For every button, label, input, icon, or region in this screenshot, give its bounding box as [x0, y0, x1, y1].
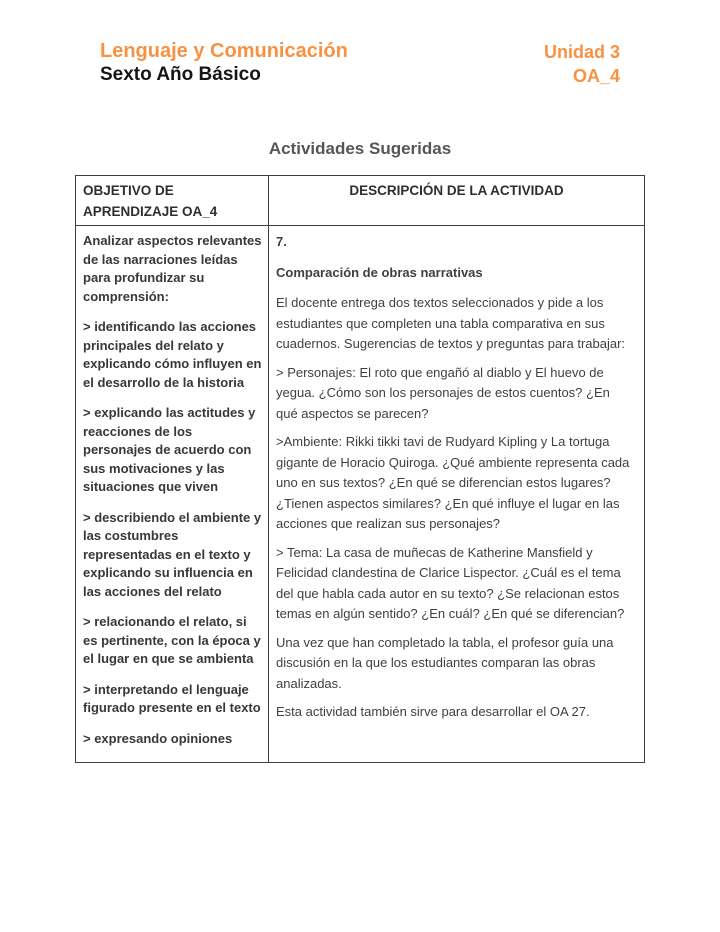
page-title: Actividades Sugeridas — [268, 139, 452, 158]
subject-title: Lenguaje y Comunicación — [100, 40, 348, 62]
activity-paragraph: Esta actividad también sirve para desarrollar el OA 27. — [276, 704, 590, 719]
activity-number: 7. — [276, 234, 287, 249]
description-column-header: DESCRIPCIÓN DE LA ACTIVIDAD — [269, 176, 645, 226]
objective-bullet: > explicando las actitudes y reacciones de los personajes de acuerdo con sus motivaciones y las situaciones que viven — [83, 405, 256, 494]
activity-title: Comparación de obras narrativas — [276, 264, 483, 280]
objective-cell — [76, 226, 269, 763]
table-body-row — [76, 226, 645, 763]
objective-bullet: > relacionando el relato, si es pertinente, con la época y el lugar en que se ambienta — [83, 614, 261, 666]
activity-paragraph: >Ambiente: Rikki tikki tavi de Rudyard Kipling y La tortuga gigante de Horacio Quiroga. ¿Qué ambiente representa cada uno en sus textos? ¿En qué se diferencian estos lugares? ¿Tienen aspectos similares? ¿En qué influye el lugar en las acciones que realizan sus personajes? — [276, 434, 630, 531]
activity-description-cell — [269, 226, 645, 763]
table-header-row — [76, 176, 645, 226]
document-header — [100, 39, 620, 88]
activity-paragraph: El docente entrega dos textos seleccionados y pide a los estudiantes que completen una tabla comparativa en sus cuadernos. Sugerencias de textos y preguntas para trabajar: — [276, 295, 626, 351]
objective-column-header: OBJETIVO DE APRENDIZAJE OA_4 — [76, 176, 269, 226]
objective-bullet: > expresando opiniones — [83, 730, 233, 746]
header-right-block — [544, 39, 620, 88]
activity-paragraph: > Tema: La casa de muñecas de Katherine Mansfield y Felicidad clandestina de Clarice Lispector. ¿Cuál es el tema del que habla cada autor en su texto? ¿Se relacionan estos temas en algún sentido? ¿En cuál? ¿En qué se diferencian? — [276, 544, 625, 621]
unit-label: Unidad 3 — [543, 42, 620, 62]
activity-paragraph: Una vez que han completado la tabla, el profesor guía una discusión en la que los estudiantes comparan las obras analizadas. — [276, 634, 614, 691]
grade-subtitle: Sexto Año Básico — [100, 64, 261, 85]
objective-bullet: > identificando las acciones principales del relato y explicando cómo influyen en el desarrollo de la historia — [83, 319, 262, 390]
header-left-block — [100, 39, 348, 87]
objective-bullet: > interpretando el lenguaje figurado presente en el texto — [83, 681, 261, 715]
objective-bullet: > describiendo el ambiente y las costumbres representadas en el texto y explicando su influencia en las acciones del relato — [83, 509, 262, 599]
activities-table — [75, 175, 645, 763]
objective-intro: Analizar aspectos relevantes de las narraciones leídas para profundizar su comprensión: — [83, 233, 262, 304]
oa-code-label: OA_4 — [572, 66, 620, 86]
activity-paragraph: > Personajes: El roto que engañó al diablo y El huevo de yegua. ¿Cómo son los personajes de estos cuentos? ¿En qué aspectos se parecen? — [276, 364, 610, 421]
